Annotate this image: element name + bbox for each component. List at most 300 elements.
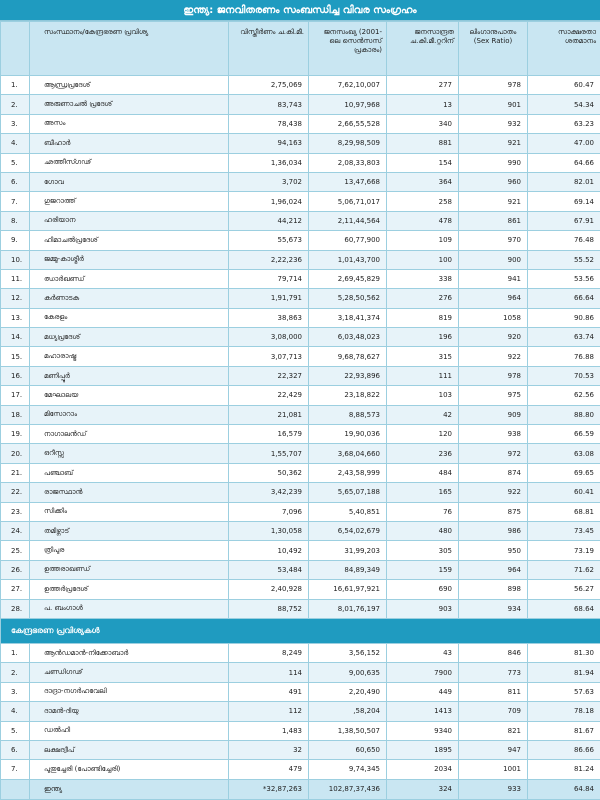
density-cell: 43 [387, 643, 459, 662]
literacy-cell: 63.08 [528, 444, 600, 463]
literacy-cell: 55.52 [528, 250, 600, 269]
name-cell: ഉത്തർപ്രദേശ് [30, 580, 229, 599]
state-row [1, 560, 600, 579]
sex-ratio-cell: 900 [459, 250, 528, 269]
name-cell: മണിപ്പൂർ [30, 366, 229, 385]
ut-row [1, 663, 600, 682]
sex-ratio-cell: 920 [459, 328, 528, 347]
sex-ratio-cell: 978 [459, 76, 528, 95]
population-cell: 5,65,07,188 [309, 483, 387, 502]
name-cell: ആൻഡമാൻ-നിക്കോബാർ [30, 643, 229, 662]
density-cell: 100 [387, 250, 459, 269]
area-cell: 2,75,069 [229, 76, 309, 95]
serial-cell: 28. [1, 599, 30, 618]
literacy-cell: 47.00 [528, 134, 600, 153]
state-row [1, 250, 600, 269]
name-cell: പുതുച്ചേരി (പോണ്ടിച്ചേരി) [30, 760, 229, 779]
area-cell: 1,55,707 [229, 444, 309, 463]
population-cell: 22,93,896 [309, 366, 387, 385]
area-cell: 83,743 [229, 95, 309, 114]
area-cell: 1,30,058 [229, 521, 309, 540]
state-row [1, 95, 600, 114]
serial-cell: 21. [1, 463, 30, 482]
state-row [1, 405, 600, 424]
name-cell: കേരളം [30, 308, 229, 327]
sex-ratio-cell: 709 [459, 702, 528, 721]
header-state: സംസ്ഥാനം/കേന്ദ്രഭരണ പ്രവിശ്യ [30, 22, 229, 76]
sex-ratio-cell: 922 [459, 483, 528, 502]
literacy-cell: 68.64 [528, 599, 600, 618]
area-cell: 50,362 [229, 463, 309, 482]
literacy-cell: 63.74 [528, 328, 600, 347]
name-cell: ഗോവ [30, 172, 229, 191]
area-cell: 2,22,236 [229, 250, 309, 269]
sex-ratio-cell: 941 [459, 269, 528, 288]
density-cell: 9340 [387, 721, 459, 740]
table-body [1, 76, 600, 800]
population-cell: 3,56,152 [309, 643, 387, 662]
sex-ratio-cell: 932 [459, 114, 528, 133]
name-cell: ദാമൻ-ദിയു [30, 702, 229, 721]
density-cell: 305 [387, 541, 459, 560]
sex-ratio-cell: 978 [459, 366, 528, 385]
name-cell: ഗുജറാത്ത് [30, 192, 229, 211]
name-cell: ഡൽഹി [30, 721, 229, 740]
area-cell: 44,212 [229, 211, 309, 230]
literacy-cell: 90.86 [528, 308, 600, 327]
population-cell: 60,650 [309, 740, 387, 759]
area-cell: 491 [229, 682, 309, 701]
header-population: ജനസംഖ്യ (2001-ലെ സെൻസസ് പ്രകാരം) [309, 22, 387, 76]
density-cell: 1895 [387, 740, 459, 759]
serial-cell: 7. [1, 192, 30, 211]
literacy-cell: 78.18 [528, 702, 600, 721]
name-cell: മഹാരാഷ്ട്ര [30, 347, 229, 366]
state-row [1, 289, 600, 308]
serial-cell: 3. [1, 114, 30, 133]
state-row [1, 386, 600, 405]
name-cell: മേഘാലയ [30, 386, 229, 405]
area-cell: 16,579 [229, 425, 309, 444]
density-cell: 154 [387, 153, 459, 172]
name-cell: രാജസ്ഥാൻ [30, 483, 229, 502]
density-cell: 42 [387, 405, 459, 424]
serial-cell: 14. [1, 328, 30, 347]
density-cell: 690 [387, 580, 459, 599]
state-row [1, 153, 600, 172]
name-cell: ദാദ്രാ-നഗർഹവേലി [30, 682, 229, 701]
sex-ratio-cell: 861 [459, 211, 528, 230]
area-cell: 8,249 [229, 643, 309, 662]
population-cell: 60,77,900 [309, 231, 387, 250]
density-cell: 258 [387, 192, 459, 211]
sex-ratio-cell: 898 [459, 580, 528, 599]
area-cell: 1,483 [229, 721, 309, 740]
area-cell: 10,492 [229, 541, 309, 560]
ut-row [1, 740, 600, 759]
density-cell: 236 [387, 444, 459, 463]
name-cell: പ. ബംഗാൾ [30, 599, 229, 618]
density-cell: 196 [387, 328, 459, 347]
sex-ratio-cell: 909 [459, 405, 528, 424]
density-cell: 478 [387, 211, 459, 230]
name-cell: ഒറീസ്സ [30, 444, 229, 463]
population-cell: 2,43,58,999 [309, 463, 387, 482]
area-cell: 79,714 [229, 269, 309, 288]
state-row [1, 269, 600, 288]
sex-ratio-cell: 960 [459, 172, 528, 191]
sex-ratio-cell: 921 [459, 134, 528, 153]
sex-ratio-cell: 1001 [459, 760, 528, 779]
sex-ratio-cell: 921 [459, 192, 528, 211]
total-area-cell: *32,87,263 [229, 779, 309, 799]
sex-ratio-cell: 875 [459, 502, 528, 521]
sex-ratio-cell: 970 [459, 231, 528, 250]
literacy-cell: 63.23 [528, 114, 600, 133]
state-row [1, 231, 600, 250]
name-cell: ലക്ഷദ്വീപ് [30, 740, 229, 759]
sex-ratio-cell: 990 [459, 153, 528, 172]
population-cell: 1,38,50,507 [309, 721, 387, 740]
area-cell: 55,673 [229, 231, 309, 250]
state-row [1, 347, 600, 366]
state-row [1, 521, 600, 540]
name-cell: ഹരിയാന [30, 211, 229, 230]
sex-ratio-cell: 964 [459, 560, 528, 579]
name-cell: സിക്കിം [30, 502, 229, 521]
serial-cell: 4. [1, 702, 30, 721]
population-cell: 8,29,98,509 [309, 134, 387, 153]
literacy-cell: 73.19 [528, 541, 600, 560]
serial-cell: 12. [1, 289, 30, 308]
state-row [1, 502, 600, 521]
literacy-cell: 76.88 [528, 347, 600, 366]
serial-cell: 9. [1, 231, 30, 250]
ut-row [1, 760, 600, 779]
density-cell: 449 [387, 682, 459, 701]
serial-cell: 17. [1, 386, 30, 405]
state-row [1, 328, 600, 347]
sex-ratio-cell: 986 [459, 521, 528, 540]
serial-cell: 8. [1, 211, 30, 230]
total-sex-ratio-cell: 933 [459, 779, 528, 799]
name-cell: ഉത്തരാഖണ്ഡ് [30, 560, 229, 579]
table-title: ഇന്ത്യ: ജനവിതരണം സംബന്ധിച്ച വിവര സംഗ്രഹം [0, 0, 600, 21]
serial-cell: 19. [1, 425, 30, 444]
serial-cell: 20. [1, 444, 30, 463]
population-cell: 3,18,41,374 [309, 308, 387, 327]
population-cell: 31,99,203 [309, 541, 387, 560]
sex-ratio-cell: 947 [459, 740, 528, 759]
serial-cell: 5. [1, 721, 30, 740]
density-cell: 903 [387, 599, 459, 618]
area-cell: 3,42,239 [229, 483, 309, 502]
total-population-cell: 102,87,37,436 [309, 779, 387, 799]
area-cell: 114 [229, 663, 309, 682]
serial-cell: 23. [1, 502, 30, 521]
sex-ratio-cell: 773 [459, 663, 528, 682]
area-cell: 7,096 [229, 502, 309, 521]
header-literacy: സാക്ഷരതാ ശതമാനം [528, 22, 600, 76]
name-cell: ഝാർഖണ്ഡ് [30, 269, 229, 288]
state-row [1, 599, 600, 618]
density-cell: 120 [387, 425, 459, 444]
literacy-cell: 81.94 [528, 663, 600, 682]
name-cell: ചണ്ഡിഗഢ് [30, 663, 229, 682]
population-cell: 23,18,822 [309, 386, 387, 405]
density-cell: 76 [387, 502, 459, 521]
population-cell: 16,61,97,921 [309, 580, 387, 599]
serial-cell: 25. [1, 541, 30, 560]
sex-ratio-cell: 964 [459, 289, 528, 308]
serial-cell: 6. [1, 172, 30, 191]
state-row [1, 483, 600, 502]
serial-cell: 22. [1, 483, 30, 502]
state-row [1, 134, 600, 153]
header-density: ജനസാന്ദ്രത ച.കി.മീ.റ്ററിന് [387, 22, 459, 76]
serial-cell: 2. [1, 663, 30, 682]
population-cell: 6,54,02,679 [309, 521, 387, 540]
population-cell: 7,62,10,007 [309, 76, 387, 95]
literacy-cell: 66.59 [528, 425, 600, 444]
density-cell: 338 [387, 269, 459, 288]
area-cell: 38,863 [229, 308, 309, 327]
density-cell: 109 [387, 231, 459, 250]
sex-ratio-cell: 938 [459, 425, 528, 444]
total-serial-cell [1, 779, 30, 799]
population-cell: 2,08,33,803 [309, 153, 387, 172]
literacy-cell: 56.27 [528, 580, 600, 599]
population-cell: 8,88,573 [309, 405, 387, 424]
serial-cell: 18. [1, 405, 30, 424]
literacy-cell: 70.53 [528, 366, 600, 385]
area-cell: 1,36,034 [229, 153, 309, 172]
serial-cell: 13. [1, 308, 30, 327]
sex-ratio-cell: 1058 [459, 308, 528, 327]
name-cell: ഹിമാചൽപ്രദേശ് [30, 231, 229, 250]
serial-cell: 10. [1, 250, 30, 269]
ut-row [1, 682, 600, 701]
density-cell: 103 [387, 386, 459, 405]
name-cell: പഞ്ചാബ് [30, 463, 229, 482]
serial-cell: 27. [1, 580, 30, 599]
area-cell: 21,081 [229, 405, 309, 424]
header-row [1, 22, 600, 76]
total-name-cell: ഇന്ത്യ [30, 779, 229, 799]
literacy-cell: 88.80 [528, 405, 600, 424]
name-cell: ജമ്മു-കാശ്മീർ [30, 250, 229, 269]
population-cell: 9,74,345 [309, 760, 387, 779]
serial-cell: 7. [1, 760, 30, 779]
serial-cell: 5. [1, 153, 30, 172]
serial-cell: 1. [1, 643, 30, 662]
literacy-cell: 86.66 [528, 740, 600, 759]
literacy-cell: 66.64 [528, 289, 600, 308]
serial-cell: 3. [1, 682, 30, 701]
density-cell: 819 [387, 308, 459, 327]
area-cell: 1,96,024 [229, 192, 309, 211]
ut-section-row [1, 618, 600, 643]
literacy-cell: 67.91 [528, 211, 600, 230]
density-cell: 276 [387, 289, 459, 308]
header-sex-ratio: ലിംഗാനുപാതം (Sex Ratio) [459, 22, 528, 76]
area-cell: 53,484 [229, 560, 309, 579]
state-row [1, 541, 600, 560]
literacy-cell: 53.56 [528, 269, 600, 288]
state-row [1, 192, 600, 211]
literacy-cell: 81.24 [528, 760, 600, 779]
area-cell: 22,327 [229, 366, 309, 385]
area-cell: 1,91,791 [229, 289, 309, 308]
literacy-cell: 64.66 [528, 153, 600, 172]
sex-ratio-cell: 950 [459, 541, 528, 560]
literacy-cell: 60.41 [528, 483, 600, 502]
population-cell: 5,28,50,562 [309, 289, 387, 308]
population-cell: 8,01,76,197 [309, 599, 387, 618]
sex-ratio-cell: 811 [459, 682, 528, 701]
population-cell: 2,69,45,829 [309, 269, 387, 288]
literacy-cell: 54.34 [528, 95, 600, 114]
sex-ratio-cell: 874 [459, 463, 528, 482]
density-cell: 13 [387, 95, 459, 114]
area-cell: 112 [229, 702, 309, 721]
density-cell: 165 [387, 483, 459, 502]
density-cell: 277 [387, 76, 459, 95]
state-row [1, 580, 600, 599]
ut-section-heading: കേന്ദ്രഭരണ പ്രവിശ്യകൾ [1, 618, 600, 643]
literacy-cell: 76.48 [528, 231, 600, 250]
area-cell: 2,40,928 [229, 580, 309, 599]
population-cell: 9,00,635 [309, 663, 387, 682]
serial-cell: 6. [1, 740, 30, 759]
population-table [0, 21, 600, 800]
sex-ratio-cell: 922 [459, 347, 528, 366]
state-row [1, 444, 600, 463]
sex-ratio-cell: 972 [459, 444, 528, 463]
area-cell: 78,438 [229, 114, 309, 133]
density-cell: 364 [387, 172, 459, 191]
literacy-cell: 81.30 [528, 643, 600, 662]
serial-cell: 1. [1, 76, 30, 95]
serial-cell: 16. [1, 366, 30, 385]
name-cell: ത്രിപുര [30, 541, 229, 560]
density-cell: 2034 [387, 760, 459, 779]
name-cell: മിസോറാം [30, 405, 229, 424]
total-density-cell: 324 [387, 779, 459, 799]
ut-row [1, 721, 600, 740]
area-cell: 3,07,713 [229, 347, 309, 366]
name-cell: കർണാടക [30, 289, 229, 308]
ut-row [1, 643, 600, 662]
area-cell: 22,429 [229, 386, 309, 405]
serial-cell: 15. [1, 347, 30, 366]
population-cell: 2,66,55,528 [309, 114, 387, 133]
literacy-cell: 57.63 [528, 682, 600, 701]
density-cell: 340 [387, 114, 459, 133]
population-cell: ,58,204 [309, 702, 387, 721]
state-row [1, 114, 600, 133]
density-cell: 881 [387, 134, 459, 153]
density-cell: 480 [387, 521, 459, 540]
name-cell: അസം [30, 114, 229, 133]
population-cell: 10,97,968 [309, 95, 387, 114]
literacy-cell: 82.01 [528, 172, 600, 191]
sex-ratio-cell: 975 [459, 386, 528, 405]
population-cell: 6,03,48,023 [309, 328, 387, 347]
population-cell: 2,11,44,564 [309, 211, 387, 230]
area-cell: 479 [229, 760, 309, 779]
sex-ratio-cell: 821 [459, 721, 528, 740]
population-cell: 13,47,668 [309, 172, 387, 191]
sex-ratio-cell: 934 [459, 599, 528, 618]
density-cell: 111 [387, 366, 459, 385]
header-serial [1, 22, 30, 76]
state-row [1, 172, 600, 191]
name-cell: അരുണാചൽ പ്രദേശ് [30, 95, 229, 114]
population-cell: 5,40,851 [309, 502, 387, 521]
state-row [1, 308, 600, 327]
state-row [1, 463, 600, 482]
name-cell: ഛത്തീസ്ഗഢ് [30, 153, 229, 172]
state-row [1, 366, 600, 385]
state-row [1, 425, 600, 444]
population-cell: 3,68,04,660 [309, 444, 387, 463]
area-cell: 88,752 [229, 599, 309, 618]
literacy-cell: 71.62 [528, 560, 600, 579]
state-row [1, 211, 600, 230]
name-cell: മധ്യപ്രദേശ് [30, 328, 229, 347]
total-literacy-cell: 64.84 [528, 779, 600, 799]
density-cell: 484 [387, 463, 459, 482]
literacy-cell: 62.56 [528, 386, 600, 405]
population-cell: 5,06,71,017 [309, 192, 387, 211]
population-cell: 1,01,43,700 [309, 250, 387, 269]
density-cell: 159 [387, 560, 459, 579]
area-cell: 32 [229, 740, 309, 759]
density-cell: 7900 [387, 663, 459, 682]
serial-cell: 24. [1, 521, 30, 540]
population-cell: 19,90,036 [309, 425, 387, 444]
population-cell: 9,68,78,627 [309, 347, 387, 366]
name-cell: ബീഹാർ [30, 134, 229, 153]
area-cell: 94,163 [229, 134, 309, 153]
name-cell: ആന്ധ്രപ്രദേശ് [30, 76, 229, 95]
population-cell: 84,89,349 [309, 560, 387, 579]
area-cell: 3,702 [229, 172, 309, 191]
serial-cell: 4. [1, 134, 30, 153]
literacy-cell: 73.45 [528, 521, 600, 540]
name-cell: തമിഴ്നാട് [30, 521, 229, 540]
literacy-cell: 81.67 [528, 721, 600, 740]
area-cell: 3,08,000 [229, 328, 309, 347]
literacy-cell: 69.65 [528, 463, 600, 482]
population-cell: 2,20,490 [309, 682, 387, 701]
density-cell: 1413 [387, 702, 459, 721]
header-area: വിസ്തീർണം ച.കി.മീ. [229, 22, 309, 76]
literacy-cell: 60.47 [528, 76, 600, 95]
total-row [1, 779, 600, 799]
state-row [1, 76, 600, 95]
density-cell: 315 [387, 347, 459, 366]
literacy-cell: 69.14 [528, 192, 600, 211]
name-cell: നാഗാലൻഡ് [30, 425, 229, 444]
sex-ratio-cell: 901 [459, 95, 528, 114]
literacy-cell: 68.81 [528, 502, 600, 521]
ut-row [1, 702, 600, 721]
serial-cell: 2. [1, 95, 30, 114]
serial-cell: 26. [1, 560, 30, 579]
sex-ratio-cell: 846 [459, 643, 528, 662]
